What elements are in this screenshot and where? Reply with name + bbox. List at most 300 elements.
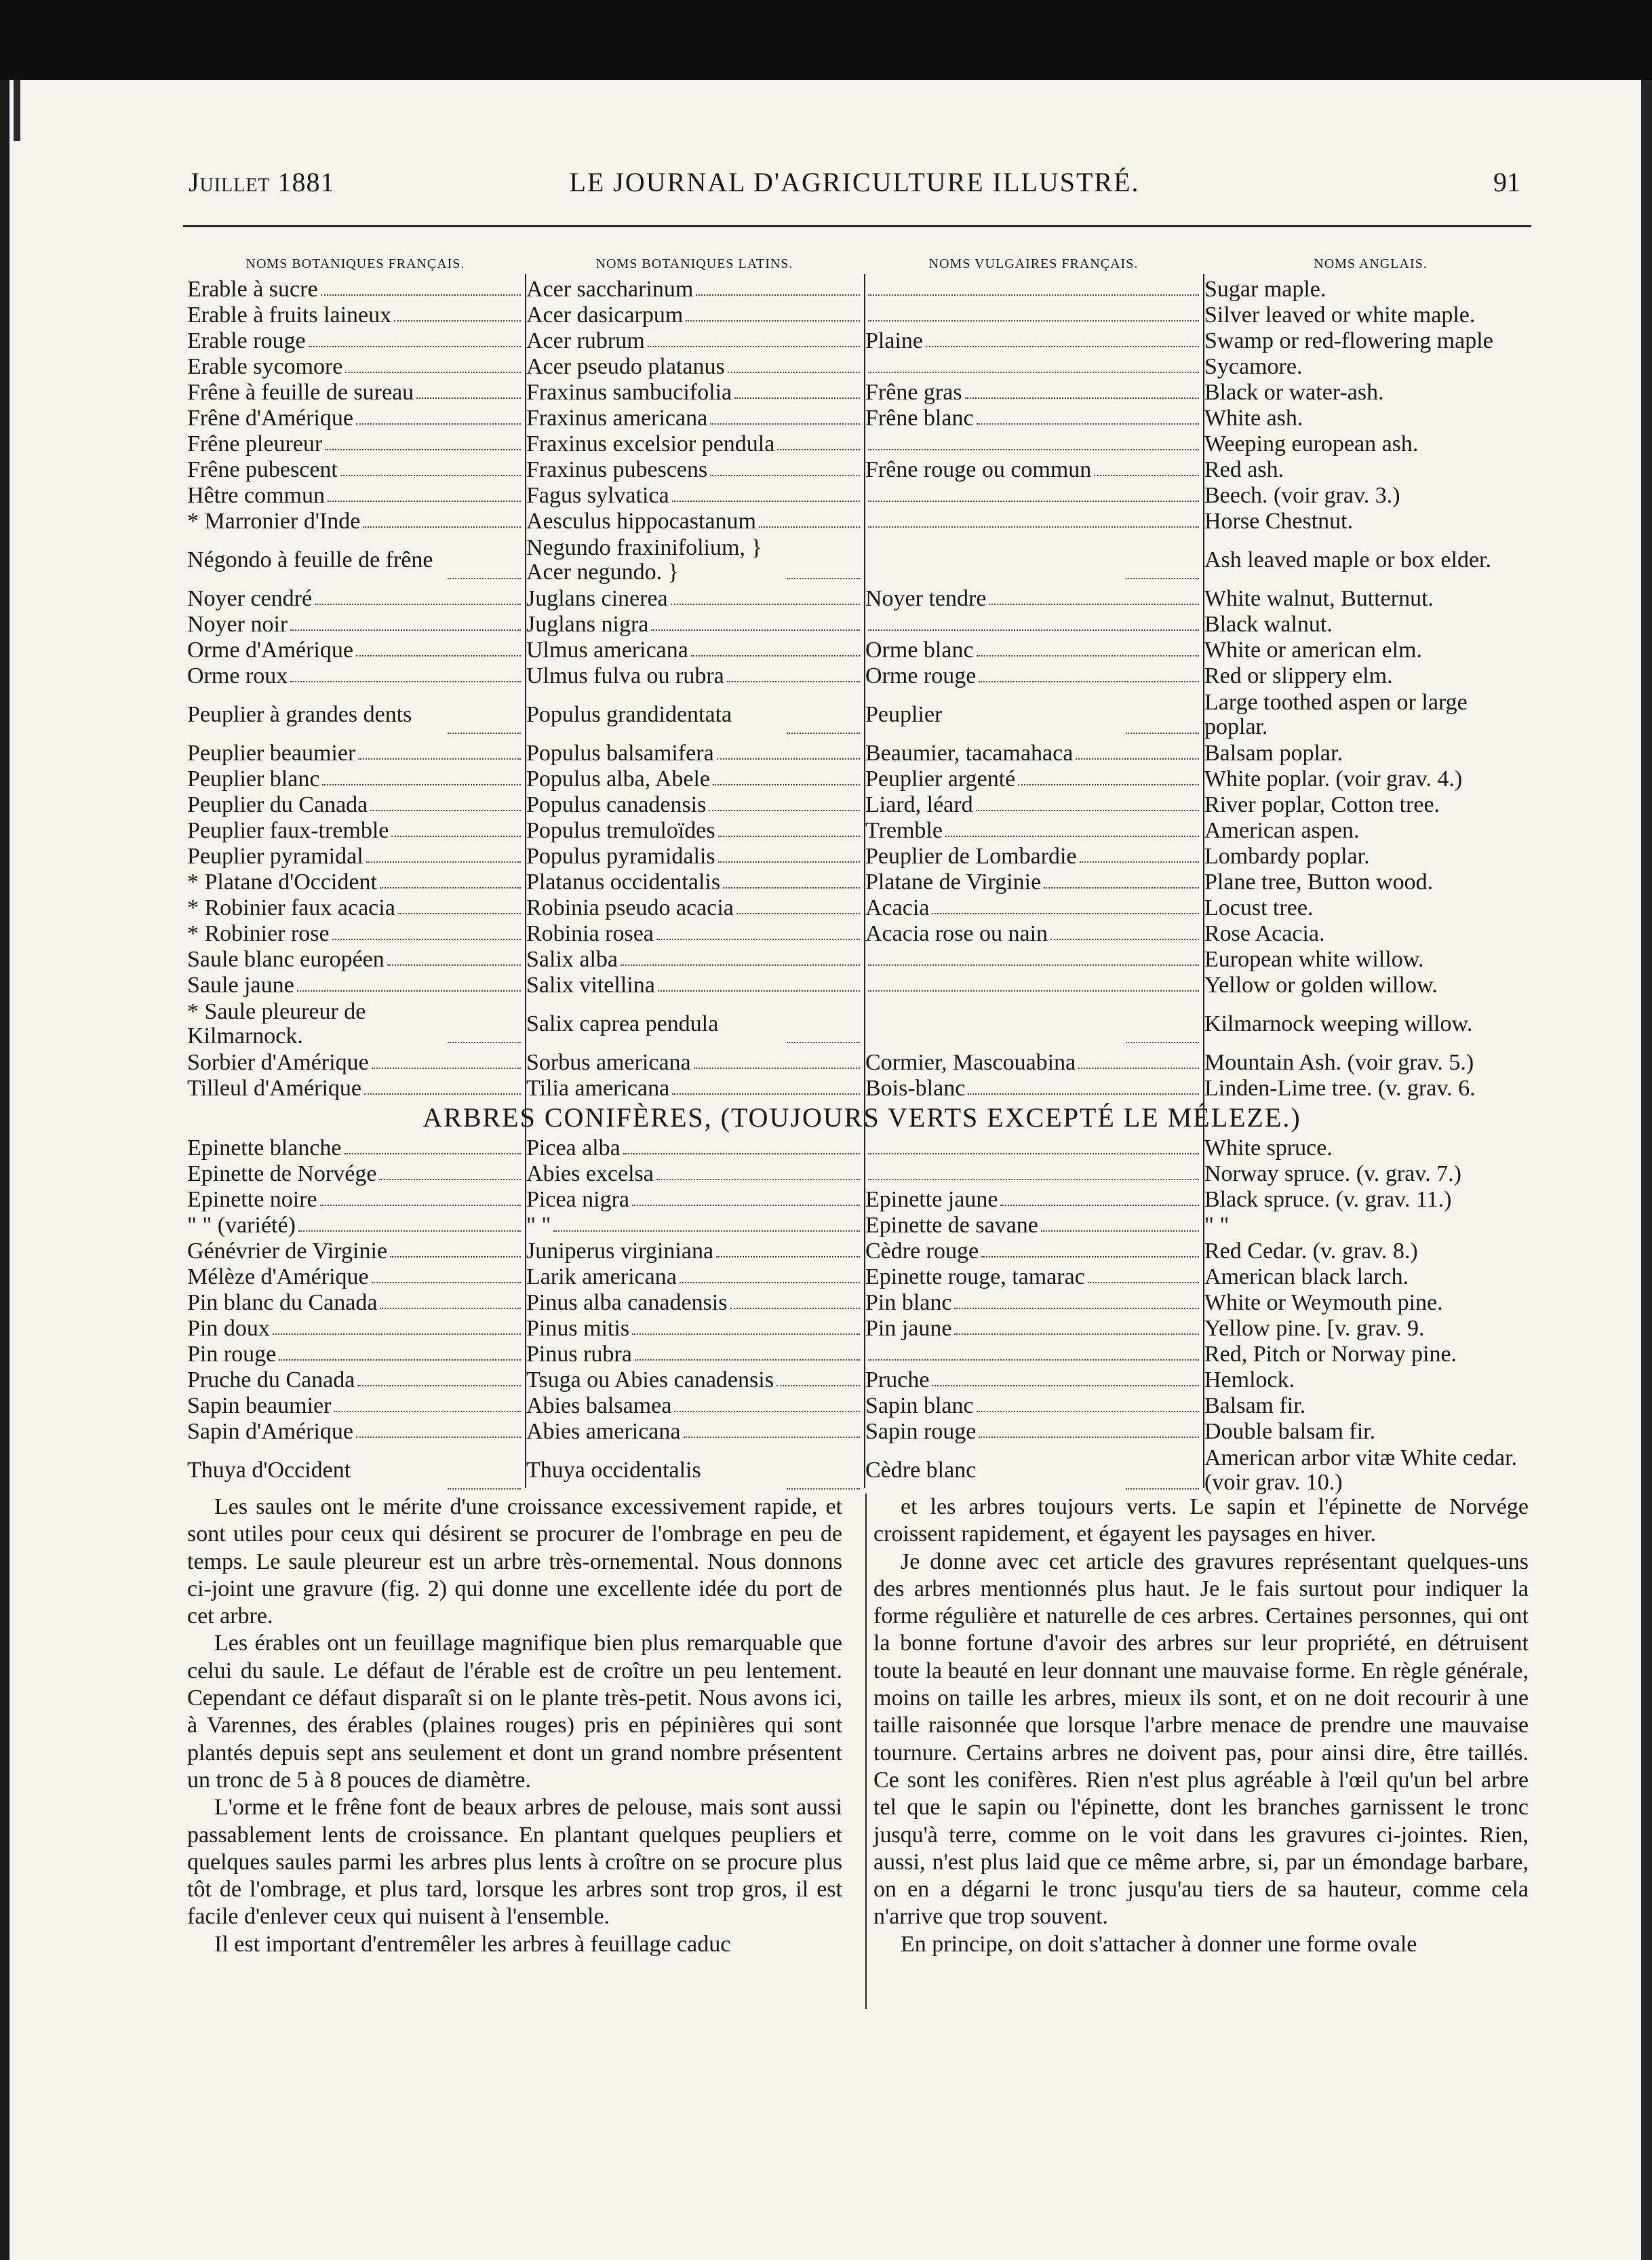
cell-text: Red or slippery elm. xyxy=(1204,663,1393,688)
table-cell xyxy=(1204,1342,1537,1367)
cell-text: Noyer noir xyxy=(187,612,288,637)
paragraph: Je donne avec cet article des gravures représentant quelques-uns des arbres mentionnés plus haut. Je le fais surtout pour indiquer la forme régulière et naturelle de ces arbres. Certaines personnes, qui ont la bonne fortune d'avoir des arbres sur leur propriété, en détruisent toute la beauté en leur donnant une mauvaise forme. En règle générale, moins on taille les arbres, mieux ils sont, et on ne doit recourir à une taille raisonnée que lorsque l'arbre menace de prendre une mauvaise tournure. Certains arbres ne doivent pas, pour ainsi dire, être taillés. Ce sont les conifères. Rien n'est plus agréable à l'œil qu'un bel arbre tel que le sapin ou l'épinette, dont les branches garnissent le tronc jusqu'à terre, comme on le voit dans les gravures ci-jointes. Rien, aussi, n'est plus laid que ce même arbre, si, par un émondage barbare, on en a dégarni le tronc jusqu'au tiers de sa hauteur, comme cela n'arrive que trop souvent. xyxy=(873,1548,1529,1930)
leader-dots xyxy=(736,913,860,914)
table-cell xyxy=(187,1076,524,1102)
scan-smudge xyxy=(14,80,20,141)
header-rule xyxy=(183,225,1531,227)
leader-dots xyxy=(621,965,860,966)
leader-dots xyxy=(981,1256,1199,1258)
table-cell xyxy=(865,457,1202,483)
cell-text: Juglans cinerea xyxy=(526,586,668,611)
cell-text: Pin jaune xyxy=(865,1316,952,1341)
cell-text: Erable rouge xyxy=(187,328,306,353)
table-cell xyxy=(1204,1239,1537,1264)
section-title: ARBRES CONIFÈRES, (TOUJOURS VERTS EXCEPTÉ LE MÉLEZE.) xyxy=(422,1102,1301,1133)
column-header: NOMS BOTANIQUES LATINS. xyxy=(595,256,793,271)
leader-dots xyxy=(1078,1068,1199,1069)
table-cell xyxy=(526,1050,863,1076)
table-cell xyxy=(1204,870,1537,895)
leader-dots xyxy=(553,1230,860,1232)
table-cell xyxy=(187,947,524,973)
cell-text: Sapin rouge xyxy=(865,1419,977,1444)
table-cell xyxy=(1204,354,1537,380)
table-cell xyxy=(526,1135,863,1161)
table-cell xyxy=(1204,1367,1537,1393)
cell-text: Tilleul d'Amérique xyxy=(187,1076,362,1101)
tree-names-table xyxy=(187,256,1537,1495)
cell-text: Frêne à feuille de sureau xyxy=(187,380,414,405)
cell-text: * Platane d'Occident xyxy=(187,870,377,895)
table-cell xyxy=(1204,998,1537,1050)
table-cell xyxy=(1204,1393,1537,1419)
cell-text: Fagus sylvatica xyxy=(526,483,669,508)
cell-text: Génévrier de Virginie xyxy=(187,1239,388,1264)
table-cell xyxy=(865,663,1202,689)
cell-text: Salix alba xyxy=(526,947,618,972)
table-cell xyxy=(187,766,524,792)
table-cell xyxy=(187,1187,524,1213)
table-cell xyxy=(526,1419,863,1445)
table-cell xyxy=(865,303,1202,328)
table-cell xyxy=(1204,1316,1537,1342)
leader-dots xyxy=(370,810,521,811)
table-cell xyxy=(1204,586,1537,612)
leader-dots xyxy=(696,294,860,296)
cell-text: Ulmus americana xyxy=(526,638,688,663)
cell-text: Pruche xyxy=(865,1367,930,1392)
cell-text: Populus alba, Abele xyxy=(526,766,711,792)
leader-dots xyxy=(932,1385,1199,1386)
cell-text: Mélèze d'Amérique xyxy=(187,1264,369,1289)
cell-text: Peuplier pyramidal xyxy=(187,844,363,869)
leader-dots xyxy=(279,1359,521,1361)
cell-text: Négondo à feuille de frêne xyxy=(187,547,433,572)
cell-text: Frêne d'Amérique xyxy=(187,406,353,431)
table-row xyxy=(187,277,1537,303)
scan-right-edge xyxy=(1641,80,1652,2260)
table-cell xyxy=(1204,1264,1537,1290)
table-cell xyxy=(865,1393,1202,1419)
cell-text: Bois-blanc xyxy=(865,1076,966,1101)
table-cell xyxy=(1204,895,1537,921)
cell-text: Epinette de savane xyxy=(865,1213,1038,1238)
leader-dots xyxy=(868,526,1199,528)
table-cell xyxy=(526,1316,863,1342)
table-cell xyxy=(865,431,1202,457)
table-cell xyxy=(187,870,524,895)
table-cell xyxy=(865,947,1202,973)
table-cell xyxy=(1204,406,1537,431)
table-row xyxy=(187,973,1537,998)
leader-dots xyxy=(632,1205,860,1206)
table-cell xyxy=(526,457,863,483)
cell-text: Salix vitellina xyxy=(526,973,655,998)
table-cell xyxy=(1204,844,1537,870)
cell-text: Silver leaved or white maple. xyxy=(1204,303,1476,328)
leader-dots xyxy=(868,1359,1199,1361)
table-row xyxy=(187,947,1537,973)
table-cell xyxy=(1204,1445,1537,1496)
cell-text: Acer pseudo platanus xyxy=(526,354,725,379)
cell-text: Black or water-ash. xyxy=(1204,380,1384,405)
leader-dots xyxy=(979,1437,1199,1438)
table-cell xyxy=(1204,792,1537,818)
cell-text: " " xyxy=(1204,1213,1230,1238)
table-row xyxy=(187,1050,1537,1076)
table-row xyxy=(187,406,1537,431)
table-cell xyxy=(1204,1187,1537,1213)
leader-dots xyxy=(672,501,860,502)
table-cell xyxy=(1204,1419,1537,1445)
table-cell xyxy=(1204,509,1537,534)
leader-dots xyxy=(358,758,521,760)
cell-text: * Saule pleureur de Kilmarnock. xyxy=(187,999,366,1049)
table-cell xyxy=(526,792,863,818)
cell-text: Sycamore. xyxy=(1204,354,1303,379)
leader-dots xyxy=(965,397,1199,399)
leader-dots xyxy=(674,1411,860,1412)
table-row xyxy=(187,844,1537,870)
cell-text: Picea alba xyxy=(526,1135,621,1161)
cell-text: Peuplier xyxy=(865,702,943,727)
leader-dots xyxy=(390,1256,521,1258)
table-cell xyxy=(1204,973,1537,998)
table-cell xyxy=(187,483,524,509)
leader-dots xyxy=(1126,733,1199,734)
column-divider xyxy=(865,1494,867,2009)
cell-text: Locust tree. xyxy=(1204,895,1314,920)
leader-dots xyxy=(332,939,521,940)
leader-dots xyxy=(322,784,521,785)
leader-dots xyxy=(290,629,521,631)
leader-dots xyxy=(448,1488,521,1489)
cell-text: Large toothed aspen or large poplar. xyxy=(1204,690,1468,739)
cell-text: Epinette jaune xyxy=(865,1187,998,1212)
table-cell xyxy=(187,457,524,483)
leader-dots xyxy=(868,449,1199,450)
table-cell xyxy=(1204,818,1537,844)
table-cell xyxy=(187,1367,524,1393)
table-cell xyxy=(1204,431,1537,457)
table-cell xyxy=(865,1050,1202,1076)
leader-dots xyxy=(1126,578,1199,579)
table-row xyxy=(187,741,1537,766)
leader-dots xyxy=(334,1411,521,1412)
cell-text: Robinia pseudo acacia xyxy=(526,895,734,920)
table-row xyxy=(187,689,1537,741)
leader-dots xyxy=(979,681,1199,682)
cell-text: Peuplier faux-tremble xyxy=(187,818,389,843)
cell-text: Populus balsamifera xyxy=(526,741,714,766)
cell-text: Tilia americana xyxy=(526,1076,670,1101)
table-cell xyxy=(1204,1161,1537,1187)
cell-text: Kilmarnock weeping willow. xyxy=(1204,1011,1473,1036)
cell-text: Juglans nigra xyxy=(526,612,649,637)
table-cell xyxy=(187,1135,524,1161)
leader-dots xyxy=(945,836,1199,837)
cell-text: Fraxinus sambucifolia xyxy=(526,380,732,405)
cell-text: Noyer cendré xyxy=(187,586,313,611)
cell-text: River poplar, Cotton tree. xyxy=(1204,792,1440,817)
cell-text: Platane de Virginie xyxy=(865,870,1042,895)
table-cell xyxy=(526,586,863,612)
table-cell xyxy=(865,1264,1202,1290)
leader-dots xyxy=(380,1308,521,1309)
leader-dots xyxy=(727,681,860,682)
cell-text: American black larch. xyxy=(1204,1264,1409,1289)
leader-dots xyxy=(651,629,860,631)
cell-text: Ash leaved maple or box elder. xyxy=(1204,547,1491,572)
table-cell xyxy=(526,1187,863,1213)
table-cell xyxy=(865,1135,1202,1161)
leader-dots xyxy=(977,655,1199,657)
table-cell xyxy=(526,380,863,406)
table-cell xyxy=(187,509,524,534)
leader-dots xyxy=(345,1153,521,1154)
article-body xyxy=(187,1494,1537,2009)
cell-text: Sorbier d'Amérique xyxy=(187,1050,369,1075)
table-row xyxy=(187,1187,1537,1213)
cell-text: Fraxinus pubescens xyxy=(526,457,708,482)
table-cell xyxy=(187,303,524,328)
cell-text: Peuplier beaumier xyxy=(187,741,356,766)
table-cell xyxy=(187,1290,524,1316)
cell-text: White walnut, Butternut. xyxy=(1204,586,1434,611)
leader-dots xyxy=(273,1333,521,1335)
leader-dots xyxy=(656,939,860,940)
cell-text: Norway spruce. (v. grav. 7.) xyxy=(1204,1161,1461,1186)
cell-text: Liard, léard xyxy=(865,792,973,817)
leader-dots xyxy=(387,965,521,966)
leader-dots xyxy=(868,629,1199,631)
table-cell xyxy=(1204,1135,1537,1161)
cell-text: Picea nigra xyxy=(526,1187,629,1212)
leader-dots xyxy=(710,475,860,476)
table-cell xyxy=(865,741,1202,766)
table-cell xyxy=(1204,457,1537,483)
cell-text: Peuplier de Lombardie xyxy=(865,844,1077,869)
table-cell xyxy=(526,741,863,766)
leader-dots xyxy=(968,1093,1199,1095)
leader-dots xyxy=(448,733,521,734)
table-cell xyxy=(865,612,1202,638)
table-row xyxy=(187,1393,1537,1419)
table-row xyxy=(187,818,1537,844)
table-cell xyxy=(526,818,863,844)
table-cell xyxy=(187,1264,524,1290)
cell-text: Negundo fraxinifolium, } Acer negundo. } xyxy=(526,535,762,585)
table-row xyxy=(187,1367,1537,1393)
cell-text: American arbor vitæ White cedar. (voir grav. 10.) xyxy=(1204,1445,1518,1495)
cell-text: Pinus mitis xyxy=(526,1316,630,1341)
leader-dots xyxy=(954,1333,1199,1335)
cell-text: Mountain Ash. (voir grav. 5.) xyxy=(1204,1050,1474,1075)
table-cell xyxy=(187,1445,524,1496)
leader-dots xyxy=(391,836,521,837)
cell-text: Rose Acacia. xyxy=(1204,921,1325,946)
table-cell xyxy=(526,1161,863,1187)
table-cell xyxy=(526,406,863,431)
leader-dots xyxy=(297,990,521,992)
table-cell xyxy=(187,895,524,921)
leader-dots xyxy=(315,604,521,605)
table-cell xyxy=(865,1367,1202,1393)
cell-text: Red ash. xyxy=(1204,457,1284,482)
leader-dots xyxy=(648,346,860,347)
cell-text: Hemlock. xyxy=(1204,1367,1295,1392)
cell-text: European white willow. xyxy=(1204,947,1424,972)
table-cell xyxy=(187,663,524,689)
leader-dots xyxy=(977,1411,1199,1412)
leader-dots xyxy=(787,1042,860,1043)
leader-dots xyxy=(932,913,1199,914)
cell-text: Aesculus hippocastanum xyxy=(526,509,756,534)
table-cell xyxy=(865,1187,1202,1213)
table-row xyxy=(187,1264,1537,1290)
cell-text: Populus canadensis xyxy=(526,792,707,817)
page-number: 91 xyxy=(1493,167,1520,197)
table-cell xyxy=(526,638,863,663)
table-row xyxy=(187,766,1537,792)
cell-text: Salix caprea pendula xyxy=(526,1011,719,1036)
table-cell xyxy=(526,509,863,534)
table-row xyxy=(187,1135,1537,1161)
cell-text: Pruche du Canada xyxy=(187,1367,355,1392)
table-cell xyxy=(526,431,863,457)
cell-text: Pinus alba canadensis xyxy=(526,1290,728,1315)
table-cell xyxy=(865,509,1202,534)
cell-text: Cèdre rouge xyxy=(865,1239,979,1264)
cell-text: White poplar. (voir grav. 4.) xyxy=(1204,766,1463,792)
leader-dots xyxy=(976,810,1199,811)
cell-text: Swamp or red-flowering maple xyxy=(1204,328,1493,353)
leader-dots xyxy=(379,1179,521,1180)
table-row xyxy=(187,1076,1537,1102)
leader-dots xyxy=(416,397,521,399)
cell-text: Ulmus fulva ou rubra xyxy=(526,663,724,688)
table-cell xyxy=(526,1393,863,1419)
paragraph: En principe, on doit s'attacher à donner une forme ovale xyxy=(901,1931,1417,1957)
cell-text: Sapin beaumier xyxy=(187,1393,332,1418)
text-column-left xyxy=(187,1494,842,1958)
table-cell xyxy=(865,792,1202,818)
cell-text: Erable à sucre xyxy=(187,277,318,302)
column-header: NOMS ANGLAIS. xyxy=(1314,256,1428,271)
table-cell xyxy=(187,328,524,354)
cell-text: Epinette rouge, tamarac xyxy=(865,1264,1085,1289)
cell-text: Cormier, Mascouabina xyxy=(865,1050,1076,1075)
leader-dots xyxy=(868,320,1199,322)
cell-text: Epinette noire xyxy=(187,1187,317,1212)
cell-text: Juniperus virginiana xyxy=(526,1239,714,1264)
table-cell xyxy=(526,1367,863,1393)
leader-dots xyxy=(954,1308,1199,1309)
leader-dots xyxy=(380,887,521,889)
cell-text: Frêne rouge ou commun xyxy=(865,457,1092,482)
leader-dots xyxy=(868,501,1199,502)
table-cell xyxy=(526,947,863,973)
leader-dots xyxy=(320,1205,521,1206)
table-cell xyxy=(1204,1290,1537,1316)
leader-dots xyxy=(868,294,1199,296)
table-cell xyxy=(865,534,1202,586)
table-cell xyxy=(865,870,1202,895)
table-row xyxy=(187,586,1537,612)
cell-text: Sugar maple. xyxy=(1204,277,1326,302)
text-column-right xyxy=(873,1494,1529,1958)
leader-dots xyxy=(325,449,521,450)
table-cell xyxy=(1204,741,1537,766)
leader-dots xyxy=(1000,1205,1199,1206)
leader-dots xyxy=(357,1385,521,1386)
table-cell xyxy=(865,328,1202,354)
leader-dots xyxy=(787,733,860,734)
table-row xyxy=(187,1290,1537,1316)
cell-text: Yellow or golden willow. xyxy=(1204,973,1438,998)
cell-text: Platanus occidentalis xyxy=(526,870,721,895)
table-cell xyxy=(187,1342,524,1367)
leader-dots xyxy=(1041,1230,1199,1232)
cell-text: Epinette blanche xyxy=(187,1135,342,1161)
table-row xyxy=(187,921,1537,947)
table-cell xyxy=(1204,921,1537,947)
table-row xyxy=(187,380,1537,406)
cell-text: " " xyxy=(526,1213,551,1238)
table-cell xyxy=(187,1161,524,1187)
table-cell xyxy=(865,895,1202,921)
leader-dots xyxy=(776,1385,860,1386)
cell-text: Peuplier du Canada xyxy=(187,792,368,817)
table-row xyxy=(187,792,1537,818)
table-row xyxy=(187,612,1537,638)
cell-text: Populus pyramidalis xyxy=(526,844,715,869)
cell-text: Cèdre blanc xyxy=(865,1458,977,1483)
table-cell xyxy=(187,1239,524,1264)
paragraph: L'orme et le frêne font de beaux arbres de pelouse, mais sont aussi passablement lents de croissance. En plantant quelques peupliers et quelques saules parmi les arbres plus lents à croître on se procure plus tôt de l'ombrage, et plus tard, lorsque les arbres sont trop gros, il est facile d'enlever ceux qui nuisent à l'ensemble. xyxy=(187,1795,842,1930)
journal-title: LE JOURNAL D'AGRICULTURE ILLUSTRÉ. xyxy=(569,167,1140,197)
table-row xyxy=(187,534,1537,586)
cell-text: Hêtre commun xyxy=(187,483,325,508)
table-cell xyxy=(526,612,863,638)
table-row xyxy=(187,870,1537,895)
cell-text: Double balsam fir. xyxy=(1204,1419,1376,1444)
table-row xyxy=(187,1342,1537,1367)
table-cell xyxy=(1204,766,1537,792)
table-cell xyxy=(526,1264,863,1290)
cell-text: Beaumier, tacamahaca xyxy=(865,741,1074,766)
cell-text: Black walnut. xyxy=(1204,612,1333,637)
cell-text: Horse Chestnut. xyxy=(1204,509,1354,534)
table-cell xyxy=(526,1076,863,1102)
table-cell xyxy=(865,483,1202,509)
leader-dots xyxy=(1018,784,1199,785)
table-cell xyxy=(526,766,863,792)
table-cell xyxy=(187,689,524,741)
leader-dots xyxy=(1088,1282,1199,1283)
table-cell xyxy=(1204,483,1537,509)
cell-text: Larik americana xyxy=(526,1264,677,1289)
cell-text: Frêne gras xyxy=(865,380,962,405)
leader-dots xyxy=(340,475,521,476)
table-row xyxy=(187,509,1537,534)
leader-dots xyxy=(356,655,521,657)
table-cell xyxy=(865,354,1202,380)
leader-dots xyxy=(717,758,860,760)
cell-text: Erable à fruits laineux xyxy=(187,303,392,328)
leader-dots xyxy=(345,372,521,373)
cell-text: Pin blanc xyxy=(865,1290,952,1315)
cell-text: Sapin blanc xyxy=(865,1393,974,1418)
